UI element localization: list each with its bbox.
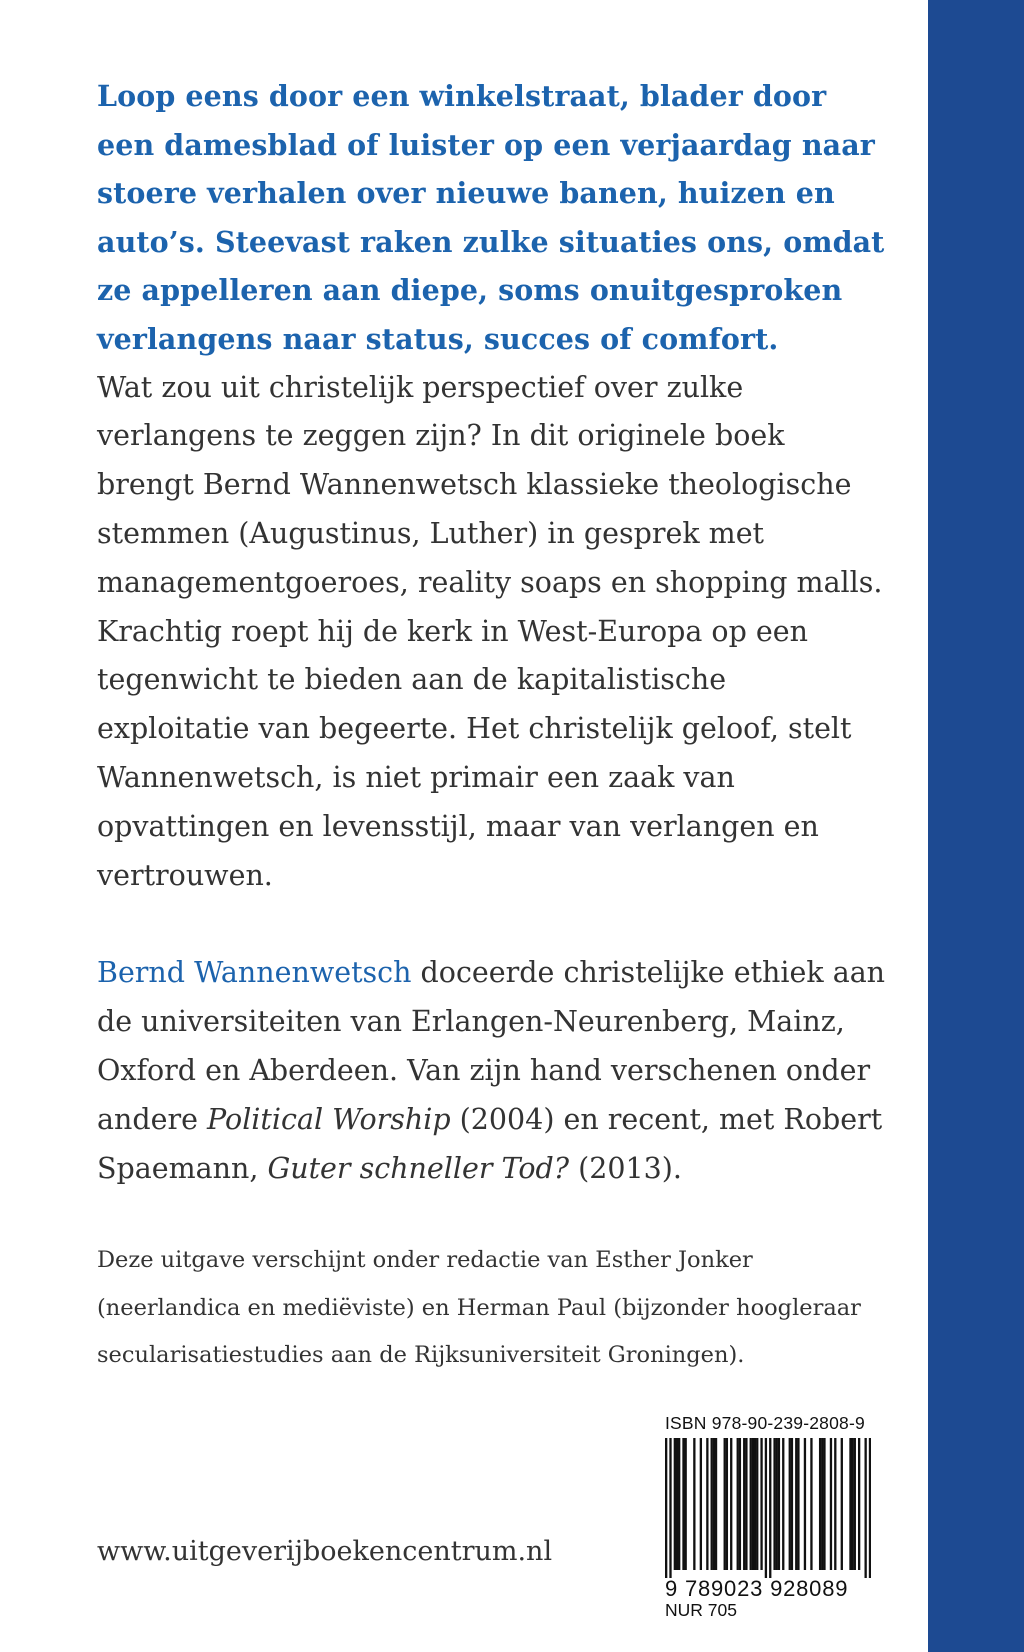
barcode-bar — [810, 1438, 812, 1570]
barcode-bar — [760, 1438, 762, 1570]
bio-text-3: (2013). — [569, 1151, 682, 1185]
barcode-bar — [678, 1438, 680, 1570]
barcode-bar — [776, 1438, 778, 1570]
barcode-bar — [849, 1438, 851, 1570]
description-paragraph: Wat zou uit christelijk perspectief over zulke verlangens te zeggen zijn? In dit originele boek brengt Bernd Wannenwetsch klassieke theologische stemmen (Augustinus, Luther) in gesprek met managementgoeroes, reality soaps en shopping malls. Krachtig roept hij de kerk in West-Europa op een tegenwicht te bieden aan de kapitalistische exploitatie van begeerte. Het christelijk geloof, stelt Wannenwetsch, is niet primair een zaak van opvattingen en levensstijl, maar van verlangen en vertrouwen. — [97, 370, 883, 892]
barcode-bar — [864, 1438, 866, 1578]
barcode-bar — [682, 1438, 684, 1570]
barcode-bar — [737, 1438, 739, 1570]
barcode-bar — [795, 1438, 797, 1570]
spine-band — [928, 0, 1024, 1652]
bio-text-2: (2004) en recent, met Robert Spaemann, — [97, 1102, 883, 1185]
barcode-bar — [745, 1438, 747, 1570]
barcode-bar — [830, 1438, 832, 1570]
barcode-bar — [823, 1438, 825, 1570]
barcode-icon — [665, 1438, 871, 1578]
barcode-bar — [858, 1438, 860, 1570]
barcode-bar — [711, 1438, 713, 1570]
barcode-bar — [821, 1438, 823, 1570]
book-title-1: Political Worship — [207, 1102, 451, 1136]
nur-label: NUR 705 — [665, 1600, 737, 1620]
bio-text-1: doceerde christelijke ethiek aan de universiteiten van Erlangen-Neurenberg, Mainz, Oxford en Aberdeen. Van zijn hand verschenen onder andere — [97, 956, 886, 1136]
author-bio — [97, 949, 887, 1193]
barcode-bar — [713, 1438, 715, 1570]
barcode-block — [665, 1413, 875, 1621]
barcode-bar — [756, 1438, 758, 1570]
barcode-bar — [782, 1438, 784, 1570]
isbn-label: ISBN 978-90-239-2808-9 — [665, 1413, 865, 1433]
barcode-bar — [854, 1438, 856, 1570]
barcode-bar — [869, 1438, 871, 1578]
barcode-bar — [665, 1438, 667, 1578]
barcode-digits: 9 789023 928089 — [665, 1576, 849, 1601]
barcode-bar — [750, 1438, 752, 1570]
barcode-bar — [685, 1438, 687, 1570]
barcode-bar — [700, 1438, 702, 1570]
barcode-bar — [789, 1438, 791, 1570]
barcode-bar — [778, 1438, 780, 1570]
barcode-bar — [739, 1438, 741, 1570]
editors-note: Deze uitgave verschijnt onder redactie van Esther Jonker (neerlandica en mediëviste) en Herman Paul (bijzonder hoogleraar secularisatiestudies aan de Rijksuniversiteit Groningen). — [97, 1247, 861, 1369]
intro-paragraph: Loop eens door een winkelstraat, blader door een damesblad of luister op een verjaardag naar stoere verhalen over nieuwe banen, huizen en auto’s. Steevast raken zulke situaties ons, omdat ze appelleren aan diepe, soms onuitgesproken verlangens naar status, succes of comfort. — [97, 79, 885, 356]
barcode-bar — [819, 1438, 821, 1570]
barcode-bar — [841, 1438, 843, 1570]
barcode-bar — [726, 1438, 728, 1570]
barcode-bar — [674, 1438, 676, 1570]
barcode-bar — [724, 1438, 726, 1570]
barcode-bar — [791, 1438, 793, 1570]
publisher-website: www.uitgeverijboekencentrum.nl — [97, 1536, 553, 1567]
author-name: Bernd Wannenwetsch — [97, 956, 412, 990]
barcode-bar — [797, 1438, 799, 1570]
barcode-bar — [693, 1438, 695, 1570]
barcode-bar — [676, 1438, 678, 1570]
barcode-bar — [752, 1438, 754, 1570]
barcode-bar — [765, 1438, 767, 1578]
barcode-bar — [706, 1438, 708, 1570]
barcode-bar — [730, 1438, 732, 1570]
barcode-bar — [851, 1438, 853, 1570]
back-cover-text — [97, 72, 887, 1380]
barcode-bar — [834, 1438, 836, 1570]
barcode-bar — [754, 1438, 756, 1570]
barcode-bar — [773, 1438, 775, 1570]
barcode-bar — [669, 1438, 671, 1578]
barcode-bar — [743, 1438, 745, 1570]
barcode-bar — [804, 1438, 806, 1570]
book-title-2: Guter schneller Tod? — [267, 1151, 570, 1185]
barcode-bar — [769, 1438, 771, 1578]
barcode-bar — [715, 1438, 717, 1570]
